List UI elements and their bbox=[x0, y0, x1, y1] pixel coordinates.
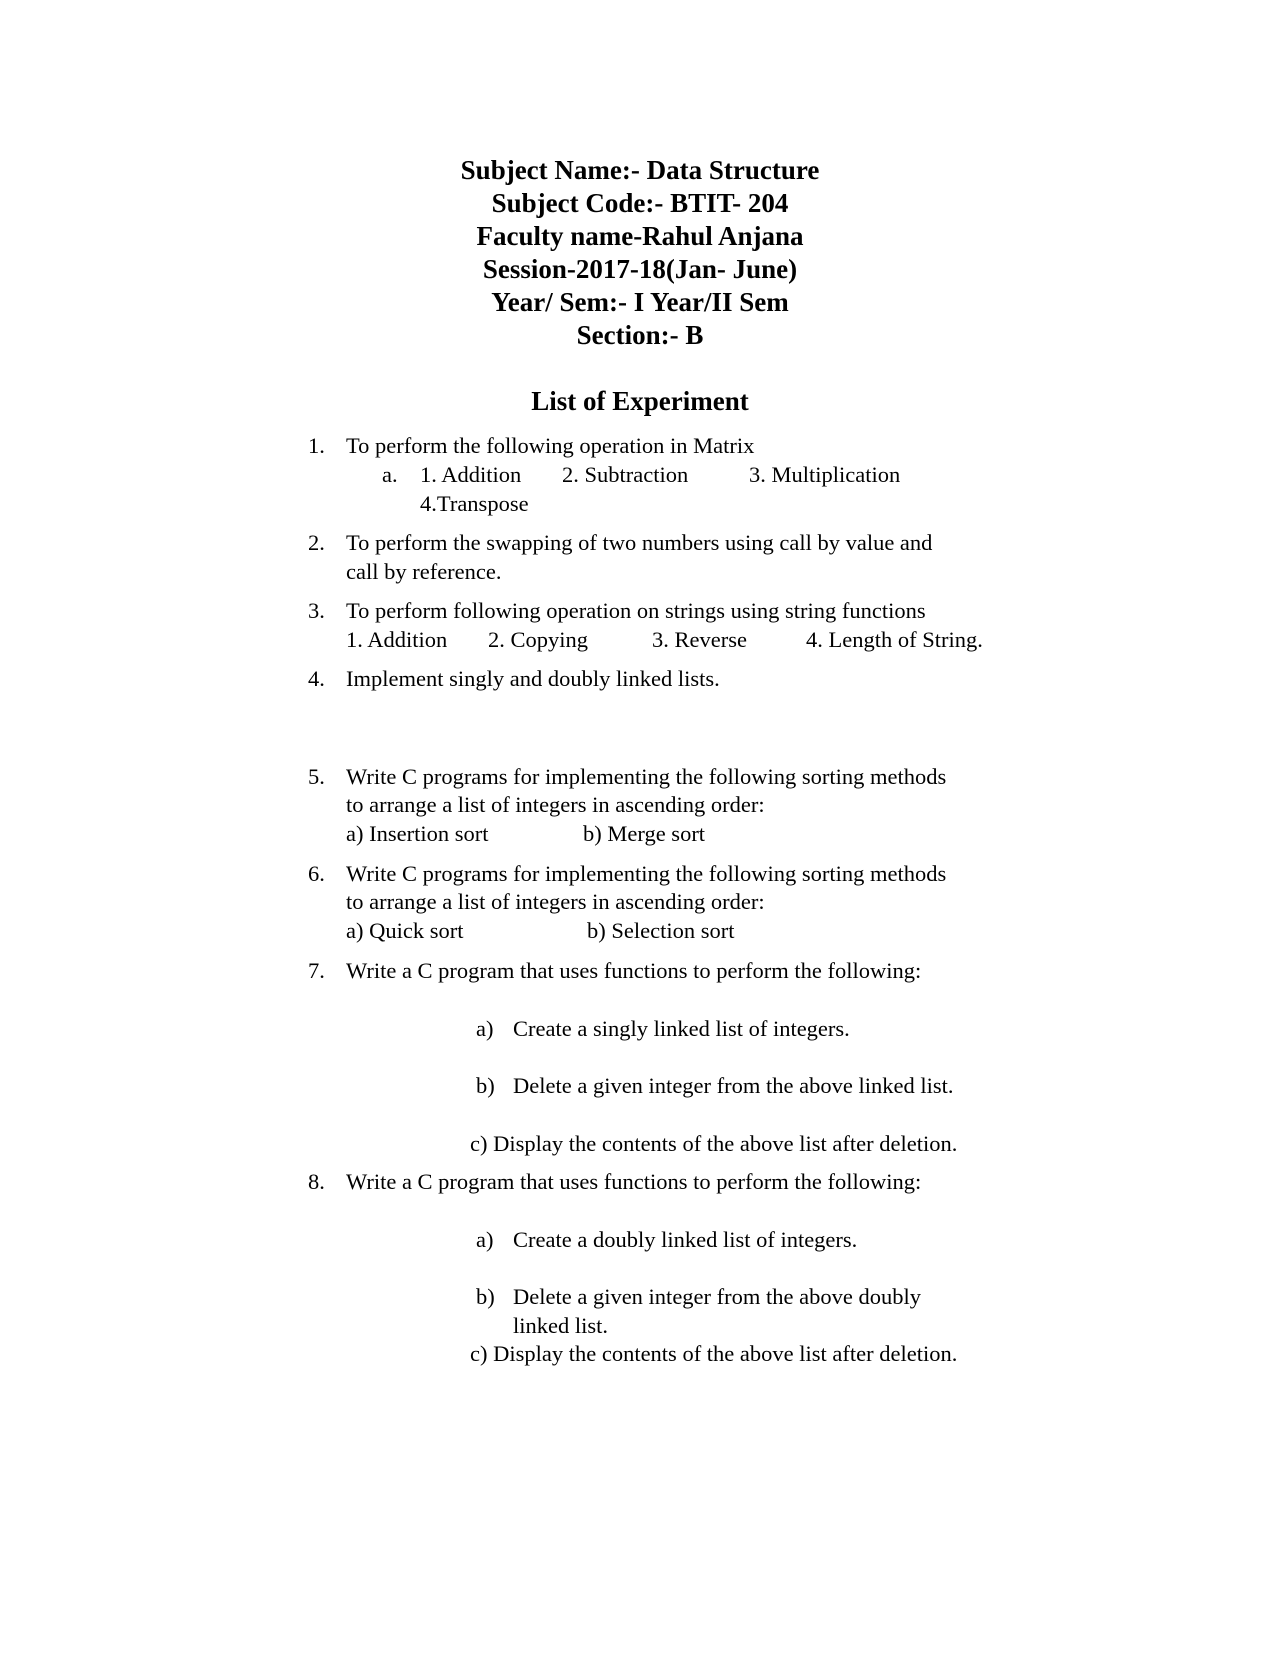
item-text: call by reference. bbox=[346, 559, 502, 584]
item-text: Write C programs for implementing the following sorting methods bbox=[346, 764, 947, 789]
option: 2. Subtraction bbox=[562, 462, 689, 487]
subject-name: Subject Name:- Data Structure bbox=[460, 155, 820, 185]
item-number: 3. bbox=[308, 598, 325, 623]
option: 4. Length of String. bbox=[806, 627, 983, 652]
sub-item-text: c) Display the contents of the above list after deletion. bbox=[470, 1341, 958, 1366]
option: 4.Transpose bbox=[420, 491, 529, 516]
sub-item-text: Create a singly linked list of integers. bbox=[513, 1016, 850, 1041]
item-text: Write C programs for implementing the following sorting methods bbox=[346, 861, 947, 886]
item-number: 2. bbox=[308, 530, 325, 555]
item-text: Write a C program that uses functions to perform the following: bbox=[346, 1169, 922, 1194]
item-text: Implement singly and doubly linked lists. bbox=[346, 666, 720, 691]
list-title: List of Experiment bbox=[531, 386, 749, 416]
sub-item-text: c) Display the contents of the above list after deletion. bbox=[470, 1131, 958, 1156]
subject-code: Subject Code:- BTIT- 204 bbox=[491, 188, 789, 218]
sub-marker: b) bbox=[476, 1073, 495, 1098]
option: 1. Addition bbox=[420, 462, 522, 487]
sub-marker: b) bbox=[476, 1284, 495, 1309]
item-number: 1. bbox=[308, 433, 325, 458]
item-text: to arrange a list of integers in ascending order: bbox=[346, 889, 765, 914]
sub-item-text: Delete a given integer from the above linked list. bbox=[513, 1073, 954, 1098]
sub-marker: a) bbox=[476, 1227, 494, 1252]
item-number: 8. bbox=[308, 1169, 325, 1194]
option: 1. Addition bbox=[346, 627, 448, 652]
item-text: to arrange a list of integers in ascending order: bbox=[346, 792, 765, 817]
option: b) Selection sort bbox=[587, 918, 735, 943]
sub-item-text: linked list. bbox=[513, 1313, 608, 1338]
item-text: To perform the swapping of two numbers using call by value and bbox=[346, 530, 933, 555]
option: a) Insertion sort bbox=[346, 821, 489, 846]
sub-marker: a. bbox=[382, 462, 398, 487]
item-number: 7. bbox=[308, 958, 325, 983]
option: 3. Reverse bbox=[652, 627, 747, 652]
option: b) Merge sort bbox=[583, 821, 706, 846]
item-text: To perform the following operation in Matrix bbox=[346, 433, 755, 458]
item-number: 5. bbox=[308, 764, 325, 789]
sub-item-text: Create a doubly linked list of integers. bbox=[513, 1227, 858, 1252]
sub-item-text: Delete a given integer from the above doubly bbox=[513, 1284, 921, 1309]
option: 3. Multiplication bbox=[749, 462, 901, 487]
faculty-name: Faculty name-Rahul Anjana bbox=[476, 221, 804, 251]
item-text: To perform following operation on strings using string functions bbox=[346, 598, 926, 623]
item-text: Write a C program that uses functions to perform the following: bbox=[346, 958, 922, 983]
session: Session-2017-18(Jan- June) bbox=[482, 254, 798, 284]
option: 2. Copying bbox=[488, 627, 589, 652]
sub-marker: a) bbox=[476, 1016, 494, 1041]
section: Section:- B bbox=[576, 320, 704, 350]
item-number: 4. bbox=[308, 666, 325, 691]
year-semester: Year/ Sem:- I Year/II Sem bbox=[491, 287, 789, 317]
item-number: 6. bbox=[308, 861, 325, 886]
option: a) Quick sort bbox=[346, 918, 464, 943]
